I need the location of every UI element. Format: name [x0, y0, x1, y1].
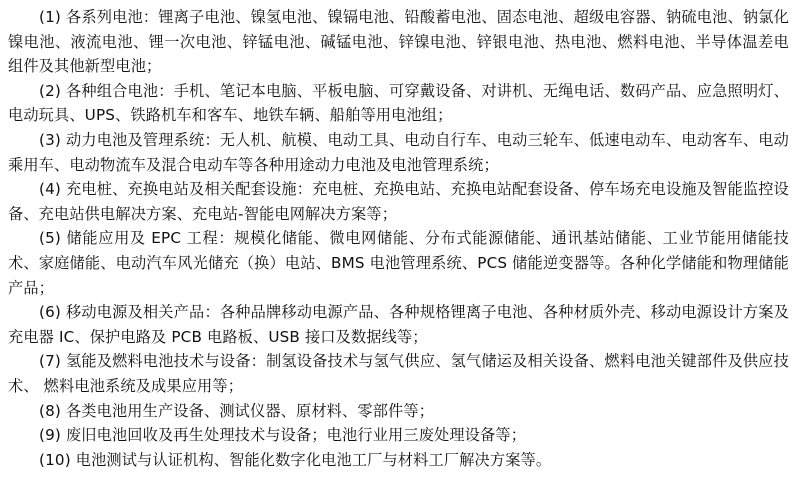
- list-item-5: (5) 储能应用及 EPC 工程：规模化储能、微电网储能、分布式能源储能、通讯基站储能、工业节能用储能技术、家庭储能、电动汽车风光储充（换）电站、BMS 电池管理系统、PCS 储能逆变器等。各种化学储能和物理储能产品；: [8, 229, 789, 297]
- list-item-7: (7) 氢能及燃料电池技术与设备：制氢设备技术与氢气供应、氢气储运及相关设备、燃料电池关键部件及供应技术、 燃料电池系统及成果应用等；: [8, 352, 789, 395]
- list-item-3: (3) 动力电池及管理系统：无人机、航模、电动工具、电动自行车、电动三轮车、低速电动车、电动客车、电动乘用车、电动物流车及混合电动车等各种用途动力电池及电池管理系统；: [8, 130, 789, 174]
- list-item-10: (10) 电池测试与认证机构、智能化数字化电池工厂与材料工厂解决方案等。: [39, 450, 552, 469]
- list-item-1: (1) 各系列电池：锂离子电池、镍氢电池、镍镉电池、铅酸蓄电池、固态电池、超级电容器、钠硫电池、钠氯化镍电池、液流电池、锂一次电池、锌锰电池、碱锰电池、锌镍电池、锌银电池、热电池、燃料电池、半导体温差电组件及其他新型电池；: [8, 8, 789, 76]
- list-item-4: (4) 充电桩、充换电站及相关配套设施：充电桩、充换电站、充换电站配套设备、停车场充电设施及智能监控设备、充电站供电解决方案、充电站-智能电网解决方案等；: [8, 180, 789, 223]
- list-item-8: (8) 各类电池用生产设备、测试仪器、原材料、零部件等；: [39, 401, 435, 420]
- list-item-2: (2) 各种组合电池：手机、笔记本电脑、平板电脑、可穿戴设备、对讲机、无绳电话、数码产品、应急照明灯、电动玩具、UPS、铁路机车和客车、地铁车辆、船舶等用电池组；: [8, 81, 789, 125]
- list-item-6: (6) 移动电源及相关产品：各种品牌移动电源产品、各种规格锂离子电池、各种材质外壳、移动电源设计方案及充电器 IC、保护电路及 PCB 电路板、USB 接口及数据线等；: [8, 303, 789, 346]
- list-item-9: (9) 废旧电池回收及再生处理技术与设备；电池行业用三废处理设备等；: [39, 426, 527, 445]
